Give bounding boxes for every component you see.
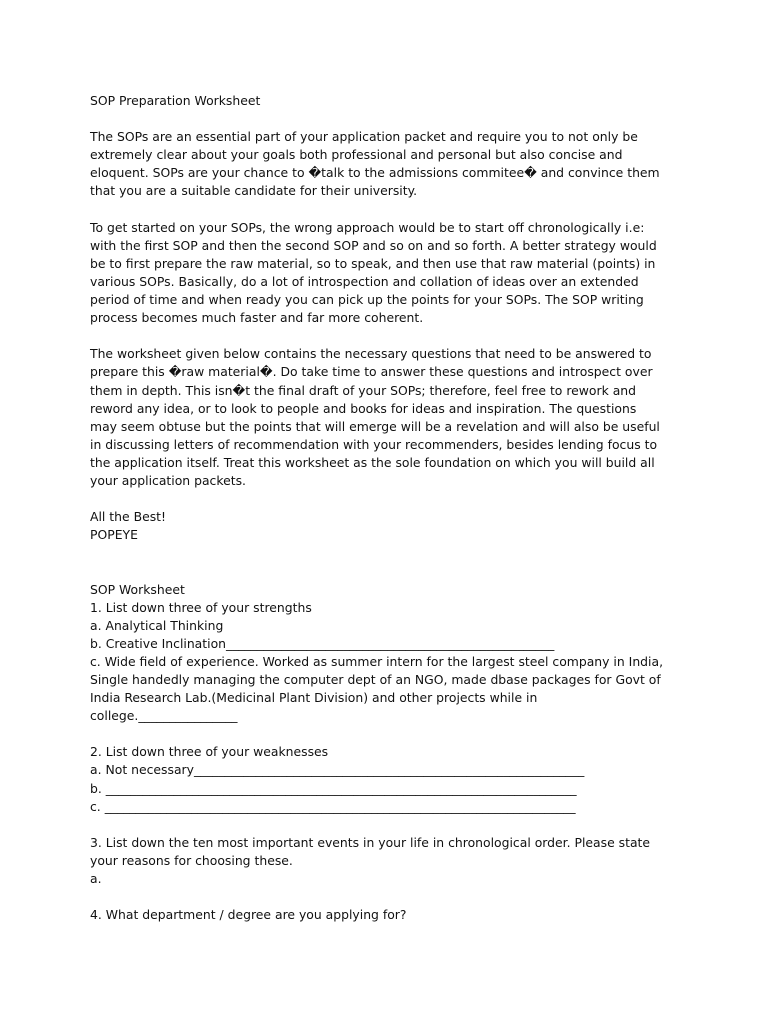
answer-line: a. Not necessary_______________________________________________________________ bbox=[90, 762, 585, 778]
worksheet-title: SOP Worksheet bbox=[90, 581, 185, 597]
text-line: various SOPs. Basically, do a lot of introspection and collation of ideas over an extended bbox=[90, 273, 639, 289]
answer-line: India Research Lab.(Medicinal Plant Division) and other projects while in bbox=[90, 690, 538, 706]
text-line: To get started on your SOPs, the wrong approach would be to start off chronologically i.e: bbox=[90, 219, 645, 235]
text-line: your application packets. bbox=[90, 472, 246, 488]
document-page bbox=[90, 92, 690, 924]
signoff-greeting: All the Best! bbox=[90, 509, 166, 525]
answer-line: college.________________ bbox=[90, 708, 238, 724]
question-text: 2. List down three of your weaknesses bbox=[90, 744, 329, 760]
question-text: your reasons for choosing these. bbox=[90, 852, 293, 868]
answer-line: c. Wide field of experience. Worked as summer intern for the largest steel company in India, bbox=[90, 653, 664, 669]
text-line: them in depth. This isn�t the final draft of your SOPs; therefore, feel free to rework and bbox=[90, 382, 637, 398]
text-line: that you are a suitable candidate for their university. bbox=[90, 183, 418, 199]
strategy-paragraph bbox=[90, 219, 690, 328]
question-2 bbox=[90, 743, 690, 815]
text-line: reword any idea, or to look to people and books for ideas and inspiration. The questions bbox=[90, 400, 637, 416]
question-1 bbox=[90, 599, 690, 726]
signoff bbox=[90, 508, 690, 544]
text-line: eloquent. SOPs are your chance to �talk to the admissions commitee� and convince them bbox=[90, 165, 660, 181]
signoff-author: POPEYE bbox=[90, 527, 138, 543]
intro-paragraph bbox=[90, 128, 690, 200]
text-line: in discussing letters of recommendation with your recommenders, besides lending focus to bbox=[90, 436, 658, 452]
document-title: SOP Preparation Worksheet bbox=[90, 93, 261, 108]
text-line: process becomes much faster and far more coherent. bbox=[90, 310, 424, 326]
text-line: may seem obtuse but the points that will emerge will be a revelation and will also be useful bbox=[90, 418, 660, 434]
text-line: extremely clear about your goals both professional and personal but also concise and bbox=[90, 147, 623, 163]
text-line: period of time and when ready you can pick up the points for your SOPs. The SOP writing bbox=[90, 292, 644, 308]
text-line: be to first prepare the raw material, so to speak, and then use that raw material (points) in bbox=[90, 255, 656, 271]
text-line: with the first SOP and then the second SOP and so on and so forth. A better strategy would bbox=[90, 237, 657, 253]
question-text: 3. List down the ten most important events in your life in chronological order. Please state bbox=[90, 834, 651, 850]
text-line: The SOPs are an essential part of your application packet and require you to not only be bbox=[90, 129, 638, 145]
text-line: The worksheet given below contains the necessary questions that need to be answered to bbox=[90, 346, 652, 362]
answer-line: b. ____________________________________________________________________________ bbox=[90, 780, 577, 796]
answer-line: Single handedly managing the computer dept of an NGO, made dbase packages for Govt of bbox=[90, 672, 661, 687]
question-4: 4. What department / degree are you applying for? bbox=[90, 907, 407, 923]
question-text: 1. List down three of your strengths bbox=[90, 599, 312, 615]
text-line: the application itself. Treat this worksheet as the sole foundation on which you will build all bbox=[90, 454, 655, 470]
answer-line: b. Creative Inclination_____________________________________________________ bbox=[90, 635, 555, 651]
answer-line: c. ____________________________________________________________________________ bbox=[90, 798, 576, 814]
answer-line: a. bbox=[90, 871, 102, 887]
worksheet-paragraph bbox=[90, 345, 690, 490]
answer-line: a. Analytical Thinking bbox=[90, 617, 224, 633]
text-line: prepare this �raw material�. Do take time to answer these questions and introspect over bbox=[90, 364, 653, 380]
question-3 bbox=[90, 834, 690, 888]
